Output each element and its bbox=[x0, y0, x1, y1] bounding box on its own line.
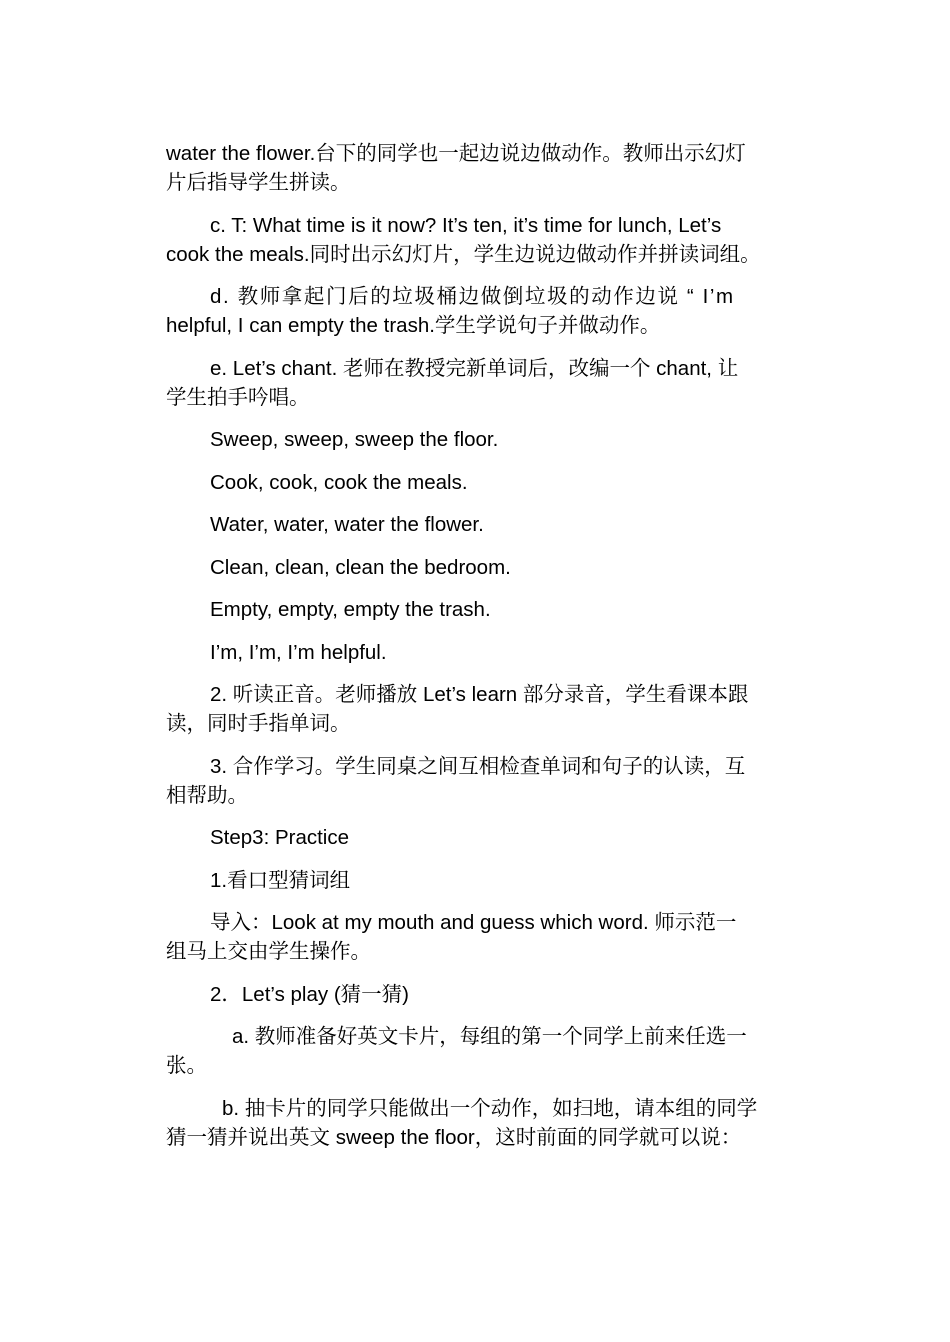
paragraph-step-a bbox=[166, 1022, 788, 1080]
chant-line bbox=[166, 595, 788, 624]
paragraph-cooperative-learning bbox=[166, 752, 788, 810]
text-line: Step3: Practice bbox=[210, 826, 350, 849]
paragraph-introduction bbox=[166, 908, 788, 966]
text-line: 猜一猜并说出英文 sweep the floor，这时前面的同学就可以说： bbox=[166, 1125, 742, 1149]
text-line: Clean, clean, clean the bedroom. bbox=[210, 555, 511, 579]
paragraph-step-d bbox=[166, 282, 788, 340]
paragraph-water-flower bbox=[166, 139, 788, 197]
activity-heading bbox=[166, 866, 788, 895]
text-line: I’m, I’m, I’m helpful. bbox=[210, 640, 387, 664]
text-line: b. 抽卡片的同学只能做出一个动作，如扫地，请本组的同学 bbox=[222, 1096, 758, 1120]
text-line: 学生拍手吟唱。 bbox=[166, 385, 310, 409]
paragraph-step-c bbox=[166, 211, 788, 269]
text-line: d. 教师拿起门后的垃圾桶边做倒垃圾的动作边说 “ I’m bbox=[210, 285, 735, 308]
text-line: 张。 bbox=[166, 1054, 207, 1077]
text-line: cook the meals.同时出示幻灯片，学生边说边做动作并拼读词组。 bbox=[166, 242, 761, 266]
chant-line bbox=[166, 425, 788, 454]
section-heading-step3 bbox=[166, 823, 788, 852]
chant-line bbox=[166, 510, 788, 539]
text-line: c. T: What time is it now? It’s ten, it’s time for lunch, Let’s bbox=[210, 213, 722, 237]
text-line: 组马上交由学生操作。 bbox=[166, 940, 371, 963]
text-line: water the flower.台下的同学也一起边说边做动作。教师出示幻灯 bbox=[166, 142, 746, 165]
text-line: 导入：Look at my mouth and guess which word. 师示范一 bbox=[210, 911, 737, 934]
chant-line bbox=[166, 468, 788, 497]
paragraph-step-b bbox=[166, 1094, 788, 1152]
chant-line bbox=[166, 638, 788, 667]
text-line: e. Let’s chant. 老师在教授完新单词后，改编一个 chant, 让 bbox=[210, 356, 739, 380]
text-line: Empty, empty, empty the trash. bbox=[210, 598, 491, 621]
text-line: 1.看口型猜词组 bbox=[210, 868, 351, 892]
text-line: Water, water, water the flower. bbox=[210, 513, 484, 536]
activity-heading bbox=[166, 980, 788, 1009]
text-line: 相帮助。 bbox=[166, 783, 248, 807]
paragraph-listen-read bbox=[166, 680, 788, 738]
text-line: a. 教师准备好英文卡片，每组的第一个同学上前来任选一 bbox=[232, 1025, 747, 1048]
chant-line bbox=[166, 553, 788, 582]
text-line: 片后指导学生拼读。 bbox=[166, 171, 351, 194]
document-body bbox=[166, 139, 788, 1165]
text-line: 2. 听读正音。老师播放 Let’s learn 部分录音，学生看课本跟 bbox=[210, 683, 749, 706]
text-line: Sweep, sweep, sweep the floor. bbox=[210, 428, 499, 451]
text-line: 2．Let’s play (猜一猜) bbox=[210, 982, 409, 1006]
text-line: 3. 合作学习。学生同桌之间互相检查单词和句子的认读，互 bbox=[210, 754, 746, 778]
text-line: helpful, I can empty the trash.学生学说句子并做动作。 bbox=[166, 314, 661, 337]
paragraph-step-e bbox=[166, 354, 788, 412]
text-line: 读，同时手指单词。 bbox=[166, 712, 351, 735]
text-line: Cook, cook, cook the meals. bbox=[210, 470, 468, 494]
